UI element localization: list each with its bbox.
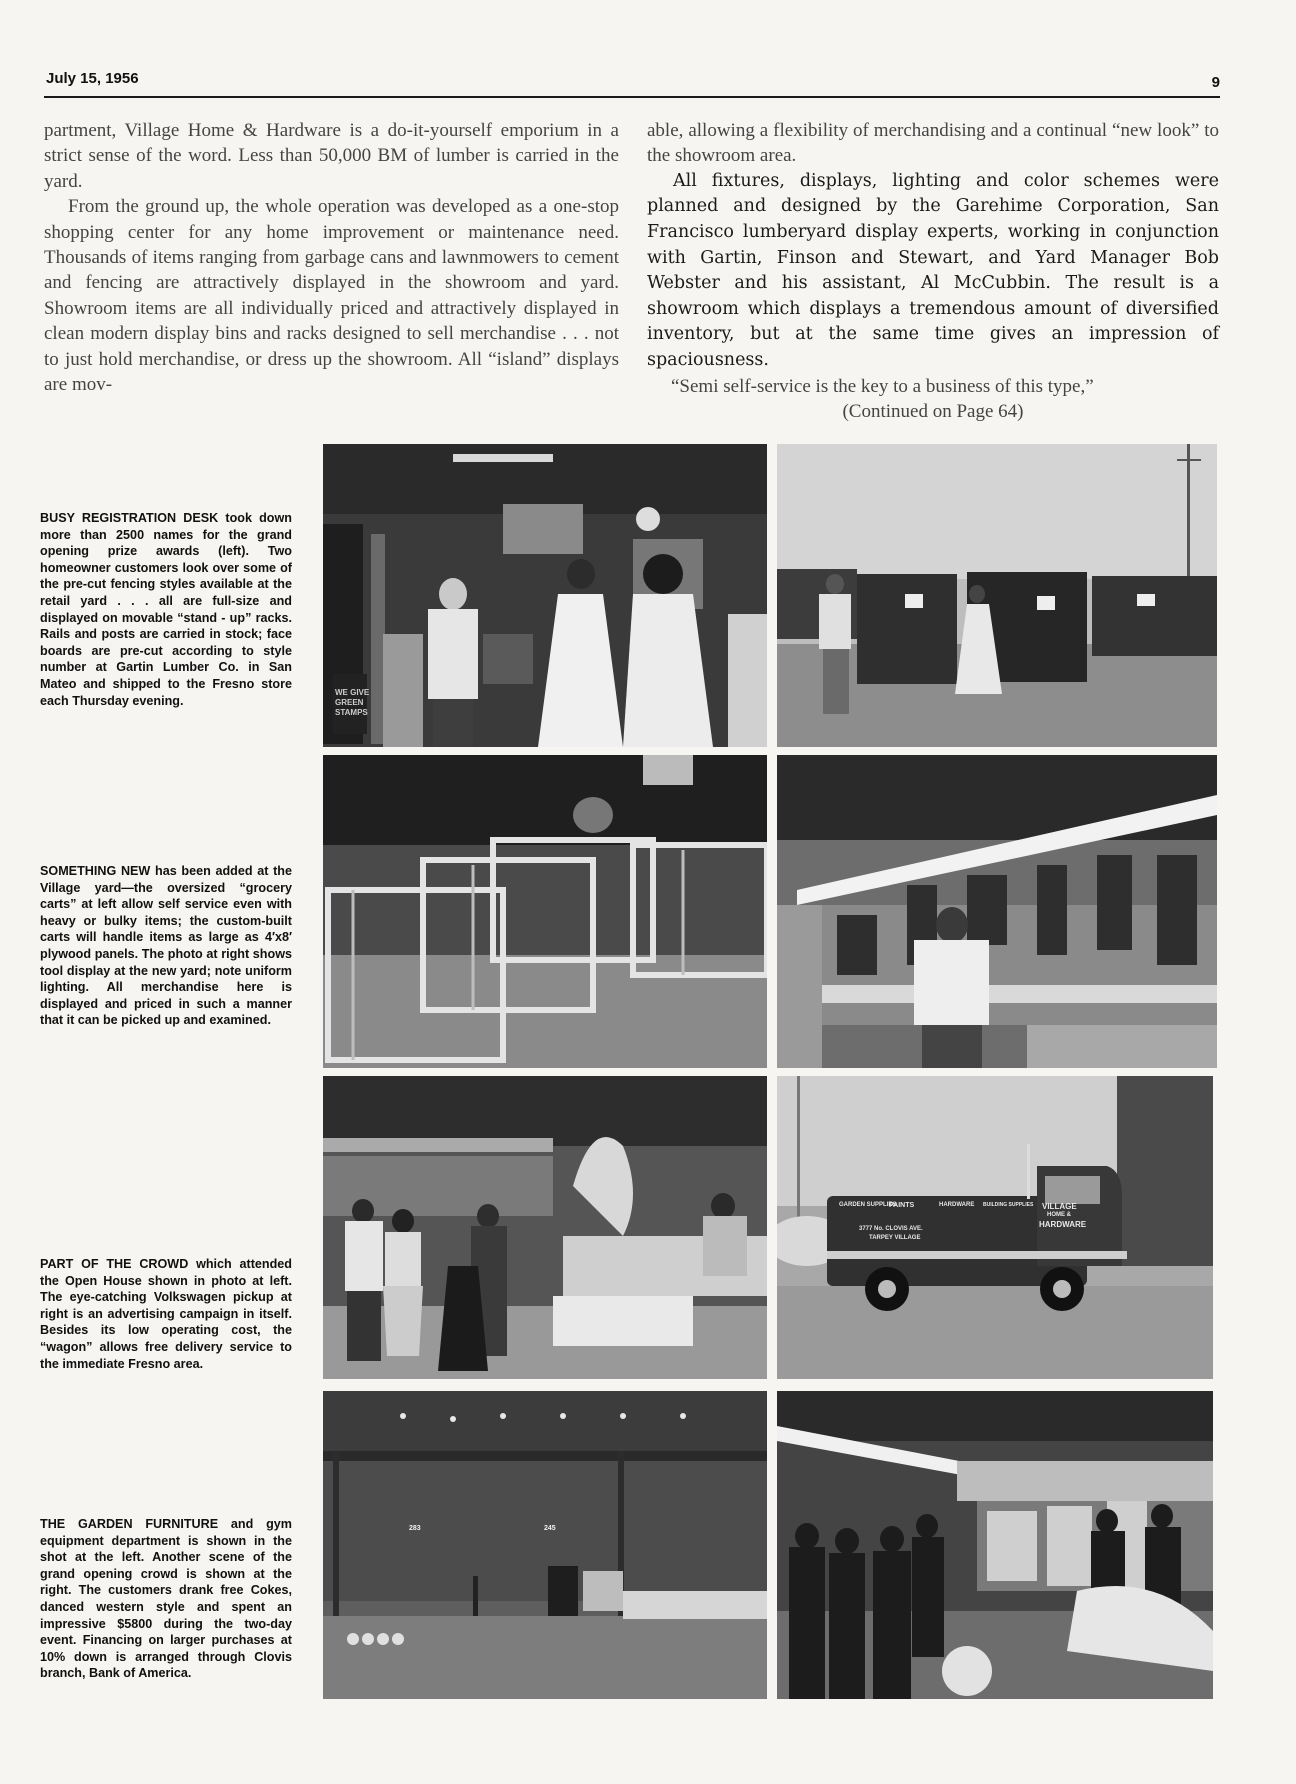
running-header-date: July 15, 1956 [46,70,139,87]
article-paragraph: partment, Village Home & Hardware is a do-it-yourself emporium in a strict sense of the word. Less than 50,000 BM of lumber is carried in the yard. [44,120,619,192]
caption-carts [40,863,292,1029]
header-rule [44,96,1220,98]
article-paragraph: “Semi self-service is the key to a business of this type,” [671,375,1094,397]
caption-lead: BUSY REGISTRATION DESK [40,511,219,525]
caption-text: and gym equipment department is shown in the shot at the left. Another scene of the grand opening crowd is shown at the right. The customers drank free Cokes, danced western style and spent an impressive $5800 during the two-day event. Financing on larger purchases at 10% down is arranged through Clovis branch, Bank of America. [40,1517,292,1681]
photo-fencing-yard [777,444,1217,747]
truck-panel-text: PAINTS [889,1202,915,1209]
article-paragraph: From the ground up, the whole operation was developed as a one-stop shopping center for any home improvement or maintenance need. Thousands of items ranging from garbage cans and lawnmowers to cement and fencing are attractively displayed in the showroom and yard. Showroom items are all individually priced and attractively displayed in clean modern display bins and racks designed to sell merchandise . . . not to just hold merchandise, or dress up the showroom. All “island” displays are mov- [44,196,619,396]
page-number: 9 [1211,74,1220,91]
truck-address-text: 3777 No. CLOVIS AVE. [859,1226,923,1232]
photo-grocery-carts [323,755,767,1068]
caption-lead: PART OF THE CROWD [40,1257,189,1271]
stamps-sign-line: GREEN [335,698,364,707]
caption-text: which attended the Open House shown in photo at left. The eye-catching Volkswagen pickup at right is an advertising campaign in itself. Besides its low operating cost, the “wagon” allows free delivery service to the immediate Fresno area. [40,1257,292,1371]
truck-panel-text: HOME & [1047,1212,1071,1218]
caption-lead: SOMETHING NEW [40,864,151,878]
caption-garden [40,1516,292,1682]
truck-panel-text: VILLAGE [1042,1202,1077,1211]
caption-lead: THE GARDEN FURNITURE [40,1517,219,1531]
photo-grand-opening-crowd [777,1391,1213,1699]
caption-text: has been added at the Village yard—the oversized “grocery carts” at left allow self service even with heavy or bulky items; the custom-built carts will handle items as large as 4′x8′ plywood panels. The photo at right shows tool display at the new yard; note uniform lighting. All merchandise here is displayed and priced in such a manner that it can be picked up and examined. [40,864,292,1028]
article-paragraph: able, allowing a flexibility of merchandising and a continual “new look” to the showroom area. [647,120,1219,167]
article-column-right [647,118,1219,424]
caption-crowd [40,1256,292,1372]
truck-panel-text: HARDWARE [939,1202,975,1208]
article-column-left [44,118,619,397]
stamps-sign-line: WE GIVE [335,688,370,697]
photo-tool-display [777,755,1217,1068]
photo-vw-pickup [777,1076,1213,1379]
article-bold-paragraph: All fixtures, displays, lighting and color schemes were planned and designed by the Garehime Corporation, San Francisco lumberyard display experts, working in conjunction with Gartin, Finson and Stewart, and Yard Manager Bob Webster and his assistant, Al McCubbin. The result is a showroom which displays a tremendous amount of diversified inventory, but at the same time gives an impression of spaciousness. [647,170,1219,370]
photo-registration-desk [323,444,767,747]
garden-sign-text: 283 [409,1525,421,1532]
caption-text: took down more than 2500 names for the grand opening prize awards (left). Two homeowner customers look over some of the pre-cut fencing styles available at the retail yard . . . all are full-size and displayed on movable “stand - up” racks. Rails and posts are carried in stock; face boards are pre-cut according to style number at Gartin Lumber Co. in San Mateo and shipped to the Fresno store each Thursday evening. [40,511,292,708]
caption-registration [40,510,292,709]
continued-line: (Continued on Page 64) [842,400,1024,422]
truck-panel-text: HARDWARE [1039,1220,1087,1229]
truck-panel-text: BUILDING SUPPLIES [983,1202,1034,1208]
photo-open-house-crowd [323,1076,767,1379]
photo-garden-furniture [323,1391,767,1699]
garden-sign-text: 245 [544,1525,556,1532]
truck-panel-text: GARDEN SUPPLIES [839,1202,897,1208]
stamps-sign-line: STAMPS [335,708,368,717]
truck-address-text: TARPEY VILLAGE [869,1235,921,1241]
